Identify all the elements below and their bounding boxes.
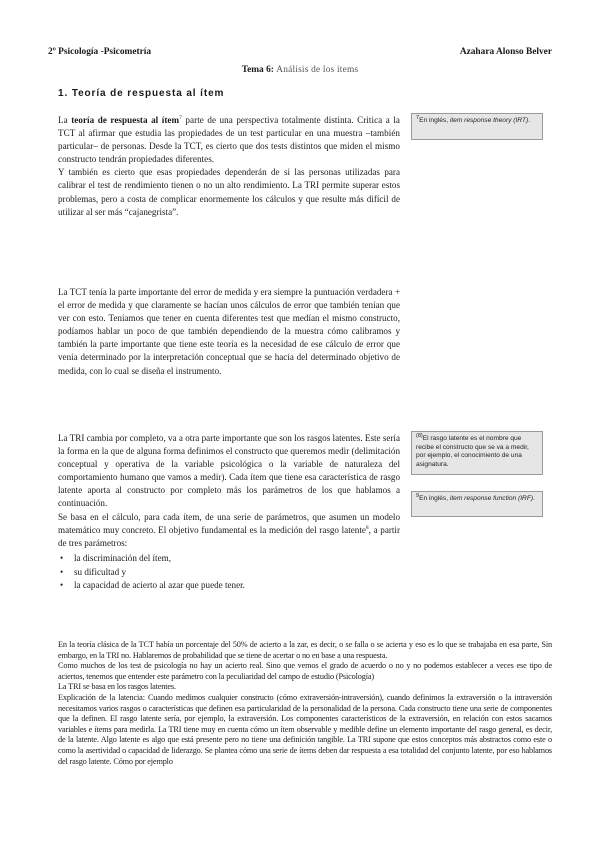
dense-paragraph-4: Explicación de la latencia: Cuando medimos cualquier constructo (cómo extraversión-intraversión), cuando definimos la extraversión o la intraversión necesitamos varios rasgos o características que definen esa particularidad de la personalidad de la persona. Cada constructo tiene una serie de componentes que la definen. El rasgo latente sería, por ejemplo, la extraversión. Los componentes característicos de la extraversión, en relación con estos sacamos variables e ítems para medirla. La TRI tiene muy en cuenta cómo un ítem observable y medible define un elemento importante del rasgo general, es decir, de la latente. Algo latente es algo que está presente pero no tiene una definición tangible. La TRI supone que estos conceptos más abstractos como este o como la asertividad o capacidad de liderazgo. Se plantea cómo una serie de ítems deben dar respuesta a esa totalidad del conjunto latente, por eso hablamos del rasgo latente. Cómo por ejemplo <box>58 692 552 766</box>
params-pre: Se basa en el cálculo, para cada ítem, de una serie de parámetros, que asumen un modelo matemático muy concreto. El objetivo fundamental es la medición del rasgo latente <box>58 511 400 535</box>
paragraph-params <box>58 511 400 550</box>
dense-paragraph-1: En la teoría clásica de la TCT había un porcentaje del 50% de acierto a la zar, es decir, o se falla o se acierta y eso es lo que se trabajaba en esa parte, Sin embargo, en la TRI no. Hablaremos de probabilidad que se tiene de acertar o no en base a una respuesta. <box>58 640 552 660</box>
footnote-ref-8: 8 <box>365 524 369 531</box>
margin-note-9-post: . <box>533 495 535 502</box>
margin-note-9-term: item response function (IRF) <box>449 495 534 502</box>
author-header: Azahara Alonso Belver <box>459 47 552 57</box>
list-item: • la discriminación del ítem, <box>58 552 400 566</box>
list-item: • la capacidad de acierto al azar que puede tener. <box>58 579 400 593</box>
params-post: , a partir de tres parámetros: <box>58 524 400 548</box>
topic-title <box>0 65 600 75</box>
margin-note-8 <box>411 431 543 475</box>
margin-note-8-number: (8) <box>416 432 423 439</box>
topic-label: Tema 6: <box>241 65 274 75</box>
intro-pre: La <box>58 115 68 125</box>
margin-note-8-text: El rasgo latente es el nombre que recibe el constructo que se va a medir, por ejemplo, el conocimiento de una asignatura. <box>416 435 529 468</box>
margin-note-7-pre: En inglés, <box>419 117 450 124</box>
paragraph-intro <box>58 114 400 219</box>
parameters-list <box>58 552 400 593</box>
intro-term: teoría de respuesta al ítem <box>71 115 180 125</box>
paragraph-intro-b: Y también es cierto que esas propiedades dependerán de si las personas utilizadas para calibrar el test de rendimiento tienen o no un alto rendimiento. La TRI permite superar estos problemas, pero a costa de complicar enormemente los cálculos y que resulte más difícil de utilizar al ser más “cajanegrista”. <box>58 167 400 217</box>
margin-note-7-number: 7 <box>416 114 420 121</box>
margin-note-7-post: . <box>528 117 531 124</box>
paragraph-tri <box>58 432 400 593</box>
intro-rest: parte de una perspectiva totalmente distinta. Critica a la TCT al afirmar que estudia las propiedades de un test particular en una muestra –también particular– de personas. Desde la TCT, es cierto que dos tests distintos que miden el mismo constructo tendrán propiedades diferentes. <box>58 115 400 165</box>
section-heading: 1. Teoría de respuesta al ítem <box>58 88 225 99</box>
topic-name: Análisis de los ítems <box>276 65 359 75</box>
margin-note-9-number: 9 <box>416 492 420 499</box>
list-item: • su dificultad y <box>58 566 400 580</box>
margin-note-7 <box>411 113 543 140</box>
margin-note-9-pre: En inglés, <box>419 495 450 502</box>
dense-paragraph-2: Como muchos de los test de psicología no hay un acierto real. Sino que vemos el grado de acuerdo o no y no podemos establecer a veces ese tipo de aciertos, tenemos que entender este parámetro con la peculiaridad del campo de estudio (Psicología) <box>58 661 552 681</box>
course-header: 2º Psicología -Psicometría <box>48 47 152 57</box>
notes-block <box>58 640 552 767</box>
margin-note-7-term: item response theory (IRT) <box>449 117 529 124</box>
margin-note-9 <box>411 491 543 517</box>
footnote-ref-7: 7 <box>179 114 182 121</box>
paragraph-tct <box>58 286 400 378</box>
paragraph-tct-text: La TCT tenía la parte importante del error de medida y era siempre la puntuación verdadera + el error de medida y que claramente se hacían unos cálculos de error que también tenían que ver con esto. Teníamos que tener en cuenta diferentes test que medían el mismo constructo, podíamos hablar un poco de que también dependiendo de la muestra cómo calibramos y también la parte importante que tiene este teoría es la necesidad de ese cálculo de error que venía determinado por la interpretación conceptual que se hacía del determinado objetivo de medida, con lo cual se diseña el instrumento. <box>58 287 400 376</box>
dense-paragraph-3: La TRI se basa en los rasgos latentes. <box>58 682 176 692</box>
paragraph-tri-text: La TRI cambia por completo, va a otra parte importante que son los rasgos latentes. Este sería la forma en la que de alguna forma definimos el constructo que queremos medir (delimitación conceptual y operativa de la variable psicológica o la variable de naturaleza del comportamiento humano que vamos a medir). Cada ítem que tiene esa característica de rasgo latente aporta al constructo por completo más los parámetros de los que hablamos a continuación. <box>58 433 400 509</box>
